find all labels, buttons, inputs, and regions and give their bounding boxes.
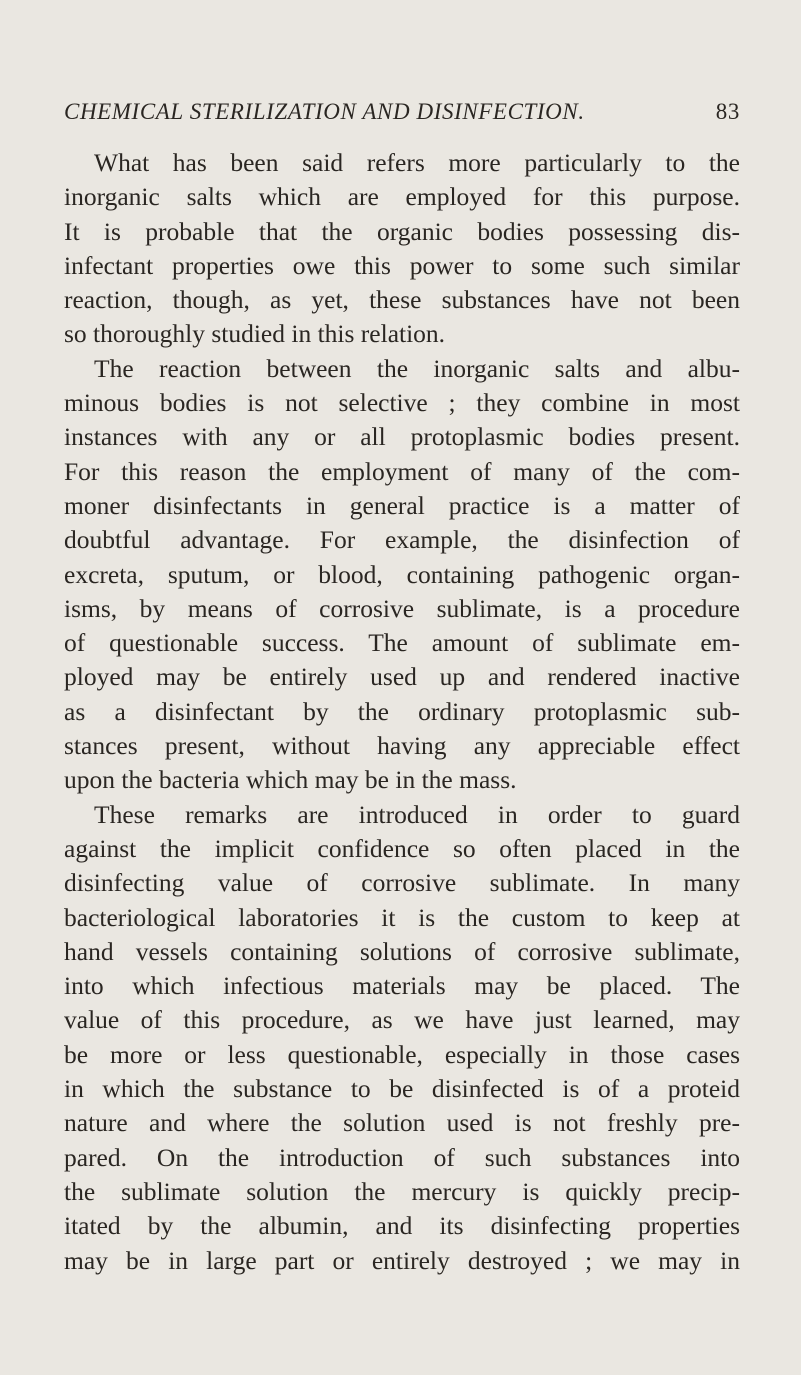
text-line: For this reason the employment of many of the com- bbox=[64, 456, 740, 486]
text-line: stances present, without having any appreciable effect bbox=[64, 731, 740, 761]
text-line: value of this procedure, as we have just learned, may bbox=[64, 1005, 740, 1035]
text-line: nature and where the solution used is not freshly pre- bbox=[64, 1108, 740, 1138]
text-line: ployed may be entirely used up and rendered inactive bbox=[64, 662, 740, 692]
text-line: as a disinfectant by the ordinary protoplasmic sub- bbox=[64, 696, 740, 726]
text-line: infectant properties owe this power to some such similar bbox=[64, 250, 740, 280]
running-head bbox=[64, 97, 740, 127]
text-line: disinfecting value of corrosive sublimate. In many bbox=[64, 868, 740, 898]
text-line: These remarks are introduced in order to guard bbox=[94, 799, 740, 829]
text-line: hand vessels containing solutions of corrosive sublimate, bbox=[64, 936, 740, 966]
body-text bbox=[64, 146, 740, 1278]
text-line: in which the substance to be disinfected is of a proteid bbox=[64, 1074, 740, 1104]
text-line: so thoroughly studied in this relation. bbox=[64, 319, 446, 349]
running-head-title: CHEMICAL STERILIZATION AND DISINFECTION. bbox=[64, 99, 585, 124]
text-line: upon the bacteria which may be in the mass. bbox=[64, 765, 517, 795]
text-line: inorganic salts which are employed for this purpose. bbox=[64, 182, 740, 212]
text-line: minous bodies is not selective ; they combine in most bbox=[64, 388, 740, 418]
text-line: doubtful advantage. For example, the disinfection of bbox=[64, 525, 740, 555]
text-line: The reaction between the inorganic salts and albu- bbox=[94, 353, 740, 383]
text-line: the sublimate solution the mercury is quickly precip- bbox=[64, 1176, 740, 1206]
page-number: 83 bbox=[715, 99, 740, 124]
text-line: be more or less questionable, especially in those cases bbox=[64, 1039, 740, 1069]
text-line: bacteriological laboratories it is the custom to keep at bbox=[64, 902, 740, 932]
text-line: against the implicit confidence so often placed in the bbox=[64, 833, 740, 863]
text-line: What has been said refers more particularly to the bbox=[94, 148, 740, 177]
text-line: may be in large part or entirely destroyed ; we may in bbox=[64, 1245, 740, 1275]
text-line: instances with any or all protoplasmic bodies present. bbox=[64, 422, 740, 452]
text-line: It is probable that the organic bodies possessing dis- bbox=[64, 216, 740, 246]
text-line: reaction, though, as yet, these substances have not been bbox=[64, 285, 740, 315]
text-line: pared. On the introduction of such substances into bbox=[64, 1142, 740, 1172]
text-line: itated by the albumin, and its disinfecting properties bbox=[64, 1211, 740, 1241]
text-line: of questionable success. The amount of sublimate em- bbox=[64, 628, 740, 658]
text-line: into which infectious materials may be placed. The bbox=[64, 971, 740, 1001]
text-line: isms, by means of corrosive sublimate, is a procedure bbox=[64, 593, 740, 623]
text-line: excreta, sputum, or blood, containing pathogenic organ- bbox=[64, 559, 740, 589]
text-line: moner disinfectants in general practice is a matter of bbox=[64, 490, 740, 520]
